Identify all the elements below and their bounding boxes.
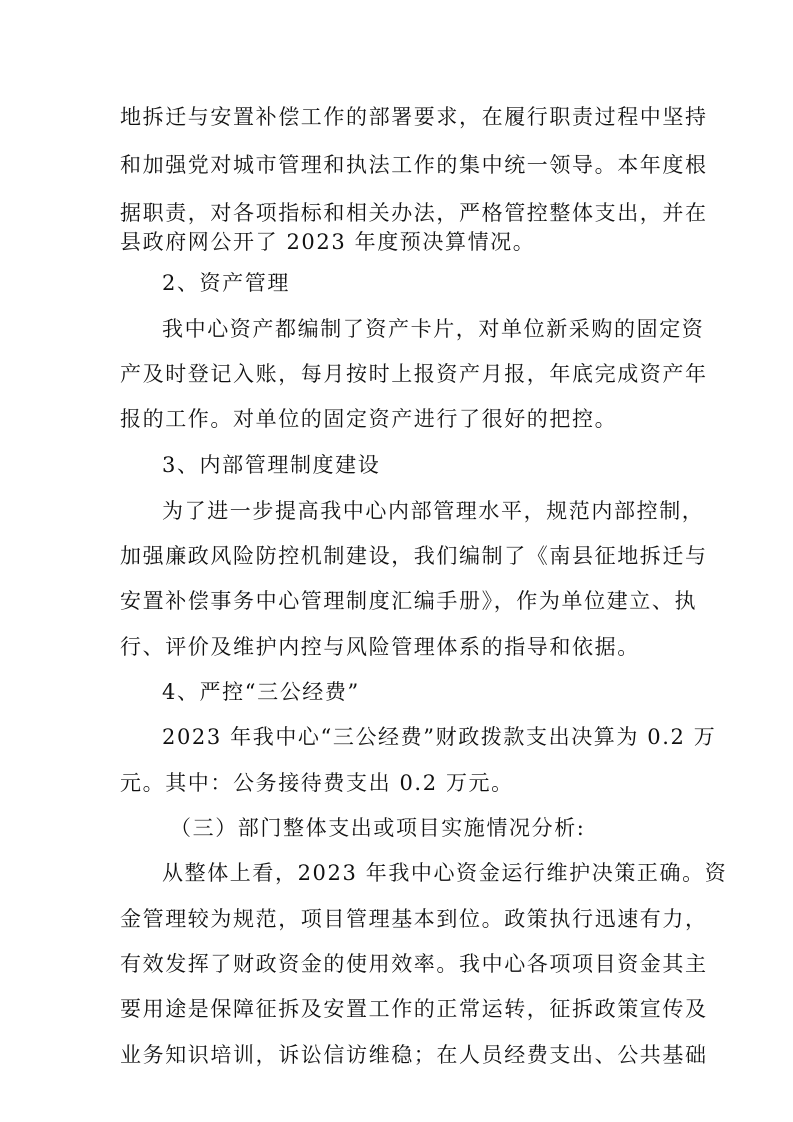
paragraph-line: 报的工作。对单位的固定资产进行了很好的把控。 bbox=[120, 407, 618, 431]
paragraph-line: 地拆迁与安置补偿工作的部署要求，在履行职责过程中坚持 bbox=[120, 105, 708, 129]
section-heading: 4、严控“三公经费” bbox=[162, 680, 360, 704]
section-heading: 2、资产管理 bbox=[162, 271, 290, 295]
paragraph-line: 从整体上看，2023 年我中心资金运行维护决策正确。资 bbox=[162, 861, 728, 885]
paragraph-line: 行、评价及维护内控与风险管理体系的指导和依据。 bbox=[120, 635, 640, 659]
section-heading: （三）部门整体支出或项目实施情况分析: bbox=[170, 816, 586, 840]
paragraph-line: 业务知识培训，诉讼信访维稳；在人员经费支出、公共基础 bbox=[120, 1043, 708, 1067]
paragraph-line: 产及时登记入账，每月按时上报资产月报，年底完成资产年 bbox=[120, 362, 708, 386]
paragraph-line: 据职责，对各项指标和相关办法，严格管控整体支出，并在 bbox=[120, 201, 708, 225]
paragraph-line: 2023 年我中心“三公经费”财政拨款支出决算为 0.2 万 bbox=[162, 725, 717, 749]
paragraph-line: 我中心资产都编制了资产卡片，对单位新采购的固定资 bbox=[162, 317, 705, 341]
paragraph-line: 为了进一步提高我中心内部管理水平，规范内部控制， bbox=[162, 499, 705, 523]
paragraph-line: 县政府网公开了 2023 年度预决算情况。 bbox=[120, 230, 536, 254]
paragraph-line: 要用途是保障征拆及安置工作的正常运转，征拆政策宣传及 bbox=[120, 997, 708, 1021]
paragraph-line: 加强廉政风险防控机制建设，我们编制了《南县征地拆迁与 bbox=[120, 544, 708, 568]
paragraph-line: 金管理较为规范，项目管理基本到位。政策执行迅速有力， bbox=[120, 907, 708, 931]
paragraph-line: 和加强党对城市管理和执法工作的集中统一领导。本年度根 bbox=[120, 153, 708, 177]
section-heading: 3、内部管理制度建设 bbox=[162, 453, 381, 477]
paragraph-line: 有效发挥了财政资金的使用效率。我中心各项项目资金其主 bbox=[120, 952, 708, 976]
paragraph-line: 安置补偿事务中心管理制度汇编手册》，作为单位建立、执 bbox=[120, 589, 698, 613]
paragraph-line: 元。其中：公务接待费支出 0.2 万元。 bbox=[120, 771, 514, 795]
